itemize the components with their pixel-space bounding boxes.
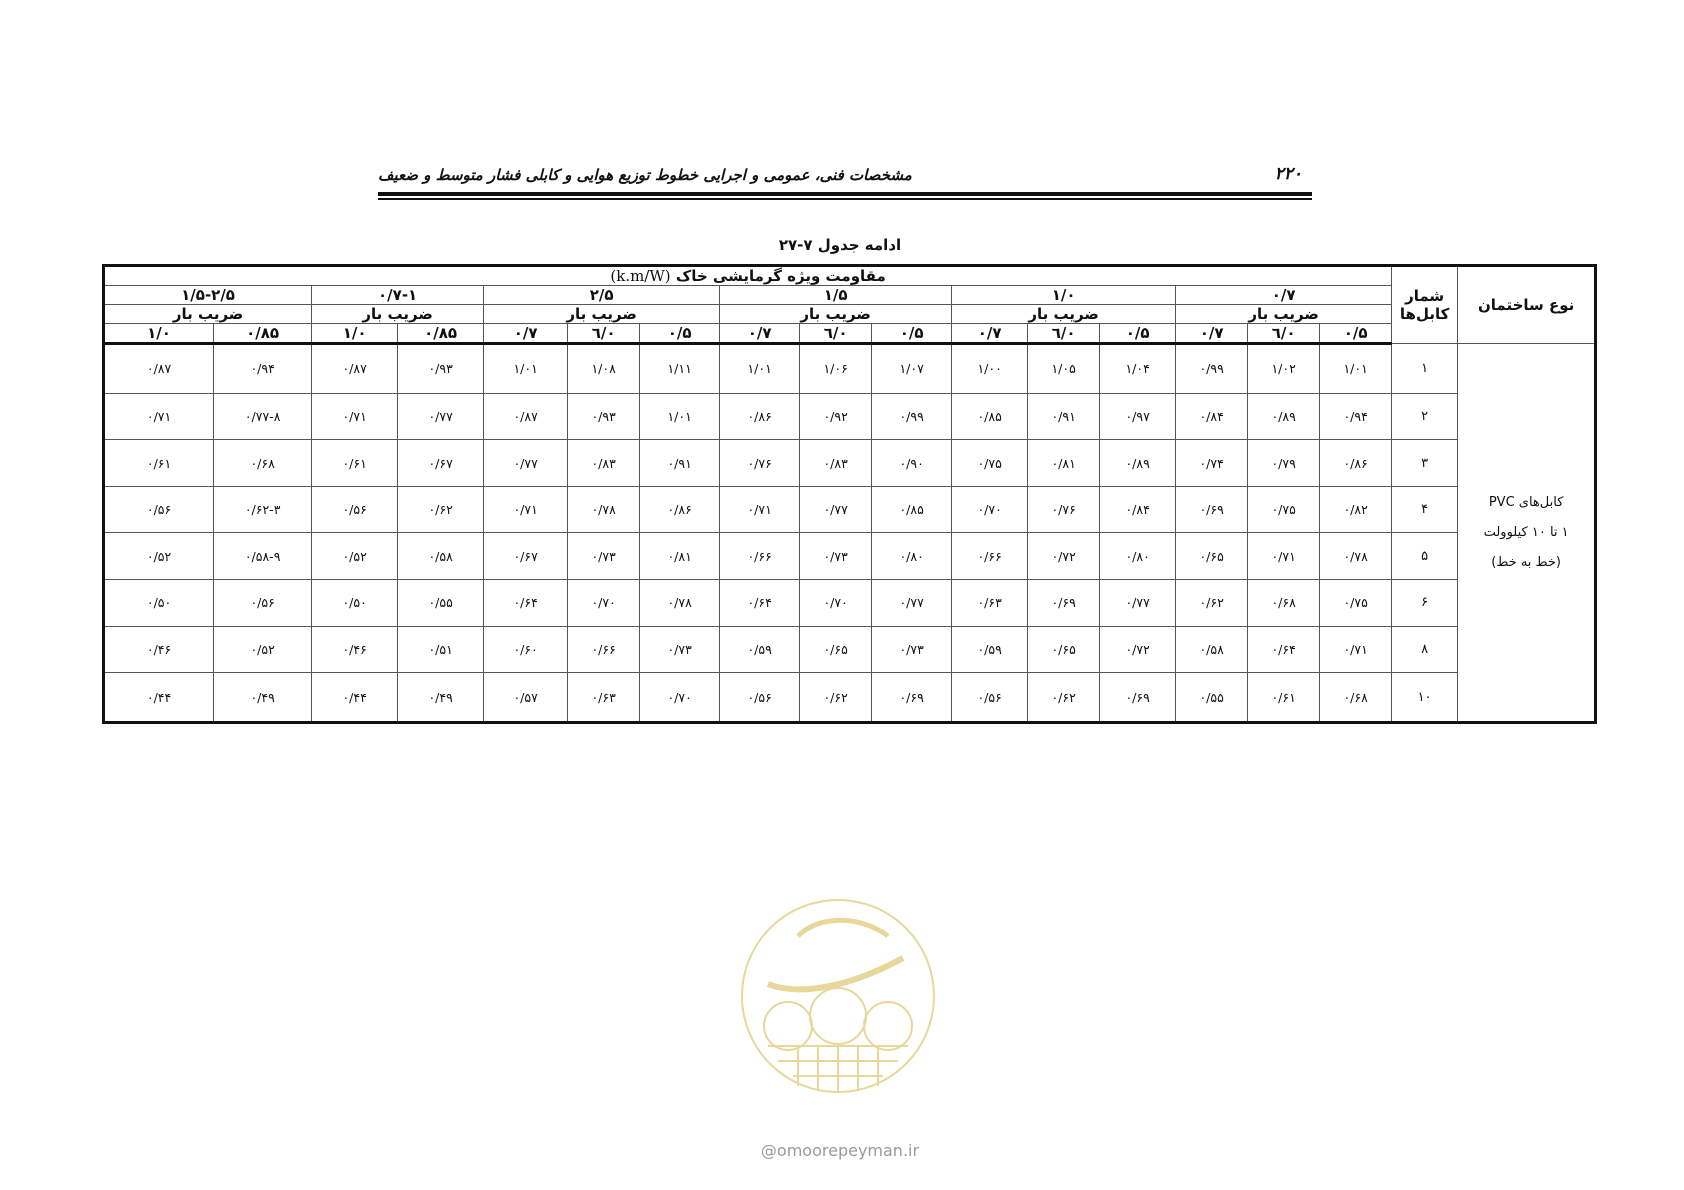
value-cell: ۰/۹۰ [872, 440, 952, 487]
running-title: مشخصات فنی، عمومی و اجرایی خطوط توزیع هوایی و کابلی فشار متوسط و ضعیف [378, 166, 912, 184]
load-factor-value: ۰/٦ [1028, 324, 1100, 344]
value-cell: ۱/۰۴ [1100, 344, 1176, 394]
load-factor-label: ضریب بار [104, 305, 312, 324]
load-factor-label: ضریب بار [312, 305, 484, 324]
value-cell: ۰/۵۰ [312, 580, 398, 627]
cable-count-cell: ۱ [1392, 344, 1458, 394]
value-cell: ۰/۸۳ [568, 440, 640, 487]
value-cell: ۰/۷۳ [872, 626, 952, 673]
value-cell: ۱/۰۰ [952, 344, 1028, 394]
value-cell: ۰/۷۲ [1100, 626, 1176, 673]
value-cell: ۰/۷۷ [1100, 580, 1176, 627]
value-cell: ۱/۰۷ [872, 344, 952, 394]
value-cell: ۰/۷۷ [800, 486, 872, 533]
value-cell: ۰/۶۸ [1320, 673, 1392, 723]
value-cell: ۰/۸۷ [484, 393, 568, 440]
header-rule-thin [378, 198, 1312, 200]
load-factor-value: ۰/۷ [720, 324, 800, 344]
value-cell: ۰/۶۲ [398, 486, 484, 533]
value-cell: ۰/۷۰ [568, 580, 640, 627]
value-cell: ۰/۷۱ [104, 393, 214, 440]
value-cell: ۰/۶۲ [1028, 673, 1100, 723]
value-cell: ۰/۵۷ [484, 673, 568, 723]
table-row [104, 486, 1596, 533]
cable-count-cell: ۸ [1392, 626, 1458, 673]
value-cell: ۰/۶۷ [484, 533, 568, 580]
value-cell: ۰/۸۱ [1028, 440, 1100, 487]
load-factor-value: ۰/٦ [800, 324, 872, 344]
value-cell: ۰/۹۴ [214, 344, 312, 394]
table-body [104, 344, 1596, 723]
value-cell: ۰/۷۷ [872, 580, 952, 627]
value-cell: ۰/۶۵ [800, 626, 872, 673]
value-cell: ۰/۹۹ [872, 393, 952, 440]
resistivity-group-5: ۱/۵-۲/۵ [104, 286, 312, 305]
value-cell: ۰/۷۱ [312, 393, 398, 440]
cable-count-cell: ۱۰ [1392, 673, 1458, 723]
cable-count-cell: ۴ [1392, 486, 1458, 533]
load-factor-value: ۱/۰ [312, 324, 398, 344]
value-cell: ۰/۶۹ [1176, 486, 1248, 533]
value-cell: ۰/۶۶ [720, 533, 800, 580]
value-cell: ۰/۵۵ [398, 580, 484, 627]
value-cell: ۰/۹۷ [1100, 393, 1176, 440]
value-cell: ۰/۹۴ [1320, 393, 1392, 440]
value-cell: ۱/۰۱ [1320, 344, 1392, 394]
value-cell: ۰/۸۵ [872, 486, 952, 533]
value-cell: ۰/۴۹ [214, 673, 312, 723]
value-cell: ۰/۶۱ [1248, 673, 1320, 723]
value-cell: ۰/۹۲ [800, 393, 872, 440]
page-number: ۲۲۰ [1274, 164, 1302, 184]
value-cell: ۰/۴۶ [312, 626, 398, 673]
value-cell: ۰/۵۶ [312, 486, 398, 533]
value-cell: ۱/۱۱ [640, 344, 720, 394]
value-cell: ۰/۵۸ [1176, 626, 1248, 673]
table-row [104, 440, 1596, 487]
value-cell: ۰/۷۶ [720, 440, 800, 487]
value-cell: ۰/۷۱ [484, 486, 568, 533]
resistivity-label: مقاومت ویژه گرمایشی خاک [675, 267, 886, 285]
value-cell: ۰/۷۹ [1248, 440, 1320, 487]
value-cell: ۰/۵۵ [1176, 673, 1248, 723]
value-cell: ۱/۰۱ [484, 344, 568, 394]
value-cell: ۰/۸۳ [800, 440, 872, 487]
value-cell: ۰/۸۹ [1248, 393, 1320, 440]
value-cell: ۰/۵۶ [104, 486, 214, 533]
value-cell: ۰/۷۰ [952, 486, 1028, 533]
value-cell: ۰/۸۶ [1320, 440, 1392, 487]
value-cell: ۰/۴۶ [104, 626, 214, 673]
value-cell: ۱/۰۲ [1248, 344, 1320, 394]
table-head [104, 266, 1596, 344]
value-cell: ۰/۷۰ [800, 580, 872, 627]
value-cell: ۰/۶۲ [1176, 580, 1248, 627]
resistivity-group-row [104, 286, 1596, 305]
page-header [378, 158, 1312, 202]
value-cell: ۰/۶۶ [568, 626, 640, 673]
load-factor-row [104, 305, 1596, 324]
building-type-cell [1458, 344, 1596, 723]
load-factor-label: ضریب بار [952, 305, 1176, 324]
value-cell: ۰/۶۹ [872, 673, 952, 723]
load-factor-value: ۰/۵ [640, 324, 720, 344]
resistivity-group-0: ۰/۷ [1176, 286, 1392, 305]
value-cell: ۰/۷۵ [1320, 580, 1392, 627]
load-factor-value: ۰/۸۵ [398, 324, 484, 344]
load-factor-label: ضریب بار [484, 305, 720, 324]
cable-count-cell: ۵ [1392, 533, 1458, 580]
load-factor-value: ۰/۷ [952, 324, 1028, 344]
value-cell: ۱/۰۸ [568, 344, 640, 394]
value-cell: ۰/۶۰ [484, 626, 568, 673]
value-cell: ۰/۵۸ [398, 533, 484, 580]
resistivity-unit: (k.m/W) [610, 267, 671, 285]
value-cell: ۰/۶۹ [1028, 580, 1100, 627]
value-cell: ۰/۷۵ [952, 440, 1028, 487]
value-cell: ۰/۶۳ [952, 580, 1028, 627]
table-row [104, 580, 1596, 627]
building-type-line2: ۱ تا ۱۰ کیلوولت [1483, 524, 1569, 540]
value-cell: ۰/۶۸ [1248, 580, 1320, 627]
value-cell: ۰/۷۷ [484, 440, 568, 487]
load-factor-value: ۰/۸۵ [214, 324, 312, 344]
value-cell: ۰/۷۵ [1248, 486, 1320, 533]
value-cell: ۰/۵۹ [952, 626, 1028, 673]
value-cell: ۰/۷۱ [720, 486, 800, 533]
value-cell: ۰/۷۰ [640, 673, 720, 723]
value-cell: ۰/۷۸ [568, 486, 640, 533]
value-cell: ۱/۰۱ [720, 344, 800, 394]
value-cell: ۰/۸۴ [1100, 486, 1176, 533]
value-cell: ۰/۶۱ [312, 440, 398, 487]
value-cell: ۰/۴۴ [104, 673, 214, 723]
value-cell: ۰/۶۳ [568, 673, 640, 723]
value-cell: ۰/۹۱ [1028, 393, 1100, 440]
value-cell: ۰/۵۸-۹ [214, 533, 312, 580]
value-cell: ۰/۷۷ [398, 393, 484, 440]
value-cell: ۰/۹۱ [640, 440, 720, 487]
table-row [104, 344, 1596, 394]
value-cell: ۰/۷۱ [1248, 533, 1320, 580]
value-cell: ۱/۰۱ [640, 393, 720, 440]
value-cell: ۰/۸۶ [640, 486, 720, 533]
cable-count-cell: ۶ [1392, 580, 1458, 627]
value-cell: ۰/۸۷ [104, 344, 214, 394]
value-cell: ۰/۵۱ [398, 626, 484, 673]
value-cell: ۰/۷۳ [800, 533, 872, 580]
load-factor-value: ۰/۷ [1176, 324, 1248, 344]
resistivity-group-4: ۰/۷-۱ [312, 286, 484, 305]
seal-logo-icon [738, 896, 938, 1096]
value-cell: ۰/۷۷-۸ [214, 393, 312, 440]
value-cell: ۰/۹۹ [1176, 344, 1248, 394]
value-cell: ۰/۸۱ [640, 533, 720, 580]
value-cell: ۰/۷۸ [1320, 533, 1392, 580]
value-cell: ۰/۸۰ [872, 533, 952, 580]
resistivity-group-1: ۱/۰ [952, 286, 1176, 305]
value-cell: ۰/۸۵ [952, 393, 1028, 440]
value-cell: ۰/۵۲ [312, 533, 398, 580]
cable-count-header [1392, 266, 1458, 344]
table-row [104, 673, 1596, 723]
cable-count-cell: ۲ [1392, 393, 1458, 440]
value-cell: ۰/۷۶ [1028, 486, 1100, 533]
value-cell: ۰/۵۰ [104, 580, 214, 627]
value-cell: ۰/۷۴ [1176, 440, 1248, 487]
value-cell: ۰/۵۲ [104, 533, 214, 580]
value-cell: ۰/۸۶ [720, 393, 800, 440]
value-cell: ۰/۸۰ [1100, 533, 1176, 580]
value-cell: ۰/۴۹ [398, 673, 484, 723]
data-table [102, 264, 1597, 724]
value-cell: ۰/۶۸ [214, 440, 312, 487]
load-factor-value: ۰/٦ [568, 324, 640, 344]
value-cell: ۰/۷۳ [568, 533, 640, 580]
value-cell: ۰/۴۴ [312, 673, 398, 723]
table-caption: ادامه جدول ۷-۲۷ [778, 236, 902, 254]
load-factor-label: ضریب بار [720, 305, 952, 324]
value-cell: ۰/۷۱ [1320, 626, 1392, 673]
value-cell: ۰/۶۴ [484, 580, 568, 627]
value-cell: ۰/۸۲ [1320, 486, 1392, 533]
value-cell: ۰/۵۹ [720, 626, 800, 673]
value-cell: ۰/۶۹ [1100, 673, 1176, 723]
building-type-header: نوع ساختمان [1458, 266, 1596, 344]
value-cell: ۰/۵۲ [214, 626, 312, 673]
value-cell: ۱/۰۶ [800, 344, 872, 394]
value-cell: ۰/۹۳ [398, 344, 484, 394]
cable-count-header-line1: شمار [1405, 287, 1445, 305]
value-cell: ۰/۶۶ [952, 533, 1028, 580]
value-cell: ۰/۶۲-۳ [214, 486, 312, 533]
value-cell: ۰/۷۳ [640, 626, 720, 673]
value-cell: ۰/۸۹ [1100, 440, 1176, 487]
value-cell: ۰/۶۲ [800, 673, 872, 723]
value-cell: ۰/۵۶ [214, 580, 312, 627]
building-type-line3: (خط به خط) [1491, 554, 1561, 570]
value-cell: ۰/۶۱ [104, 440, 214, 487]
table-row [104, 626, 1596, 673]
cable-count-cell: ۳ [1392, 440, 1458, 487]
table-row [104, 533, 1596, 580]
value-cell: ۰/۷۸ [640, 580, 720, 627]
value-cell: ۱/۰۵ [1028, 344, 1100, 394]
table-row [104, 393, 1596, 440]
load-factor-value: ۰/۵ [1320, 324, 1392, 344]
value-cell: ۰/۷۲ [1028, 533, 1100, 580]
value-cell: ۰/۸۷ [312, 344, 398, 394]
value-cell: ۰/۶۴ [720, 580, 800, 627]
load-factor-value: ۰/۵ [872, 324, 952, 344]
load-factor-label: ضریب بار [1176, 305, 1392, 324]
value-cell: ۰/۶۷ [398, 440, 484, 487]
header-rule-thick [378, 192, 1312, 196]
load-factor-value: ۰/۵ [1100, 324, 1176, 344]
load-factor-value: ۱/۰ [104, 324, 214, 344]
resistivity-header [104, 266, 1392, 286]
resistivity-group-3: ۲/۵ [484, 286, 720, 305]
value-cell: ۰/۸۴ [1176, 393, 1248, 440]
cable-count-header-line2: کابل‌ها [1399, 305, 1450, 323]
building-type-line1: کابل‌های PVC [1488, 494, 1564, 510]
value-cell: ۰/۶۵ [1028, 626, 1100, 673]
value-cell: ۰/۵۶ [720, 673, 800, 723]
value-cell: ۰/۹۳ [568, 393, 640, 440]
value-cell: ۰/۶۴ [1248, 626, 1320, 673]
value-cell: ۰/۶۵ [1176, 533, 1248, 580]
load-factor-value: ۰/۷ [484, 324, 568, 344]
load-factor-values-row [104, 324, 1596, 344]
resistivity-group-2: ۱/۵ [720, 286, 952, 305]
load-factor-value: ۰/٦ [1248, 324, 1320, 344]
watermark-url: @omoorepeyman.ir [760, 1141, 920, 1160]
value-cell: ۰/۵۶ [952, 673, 1028, 723]
